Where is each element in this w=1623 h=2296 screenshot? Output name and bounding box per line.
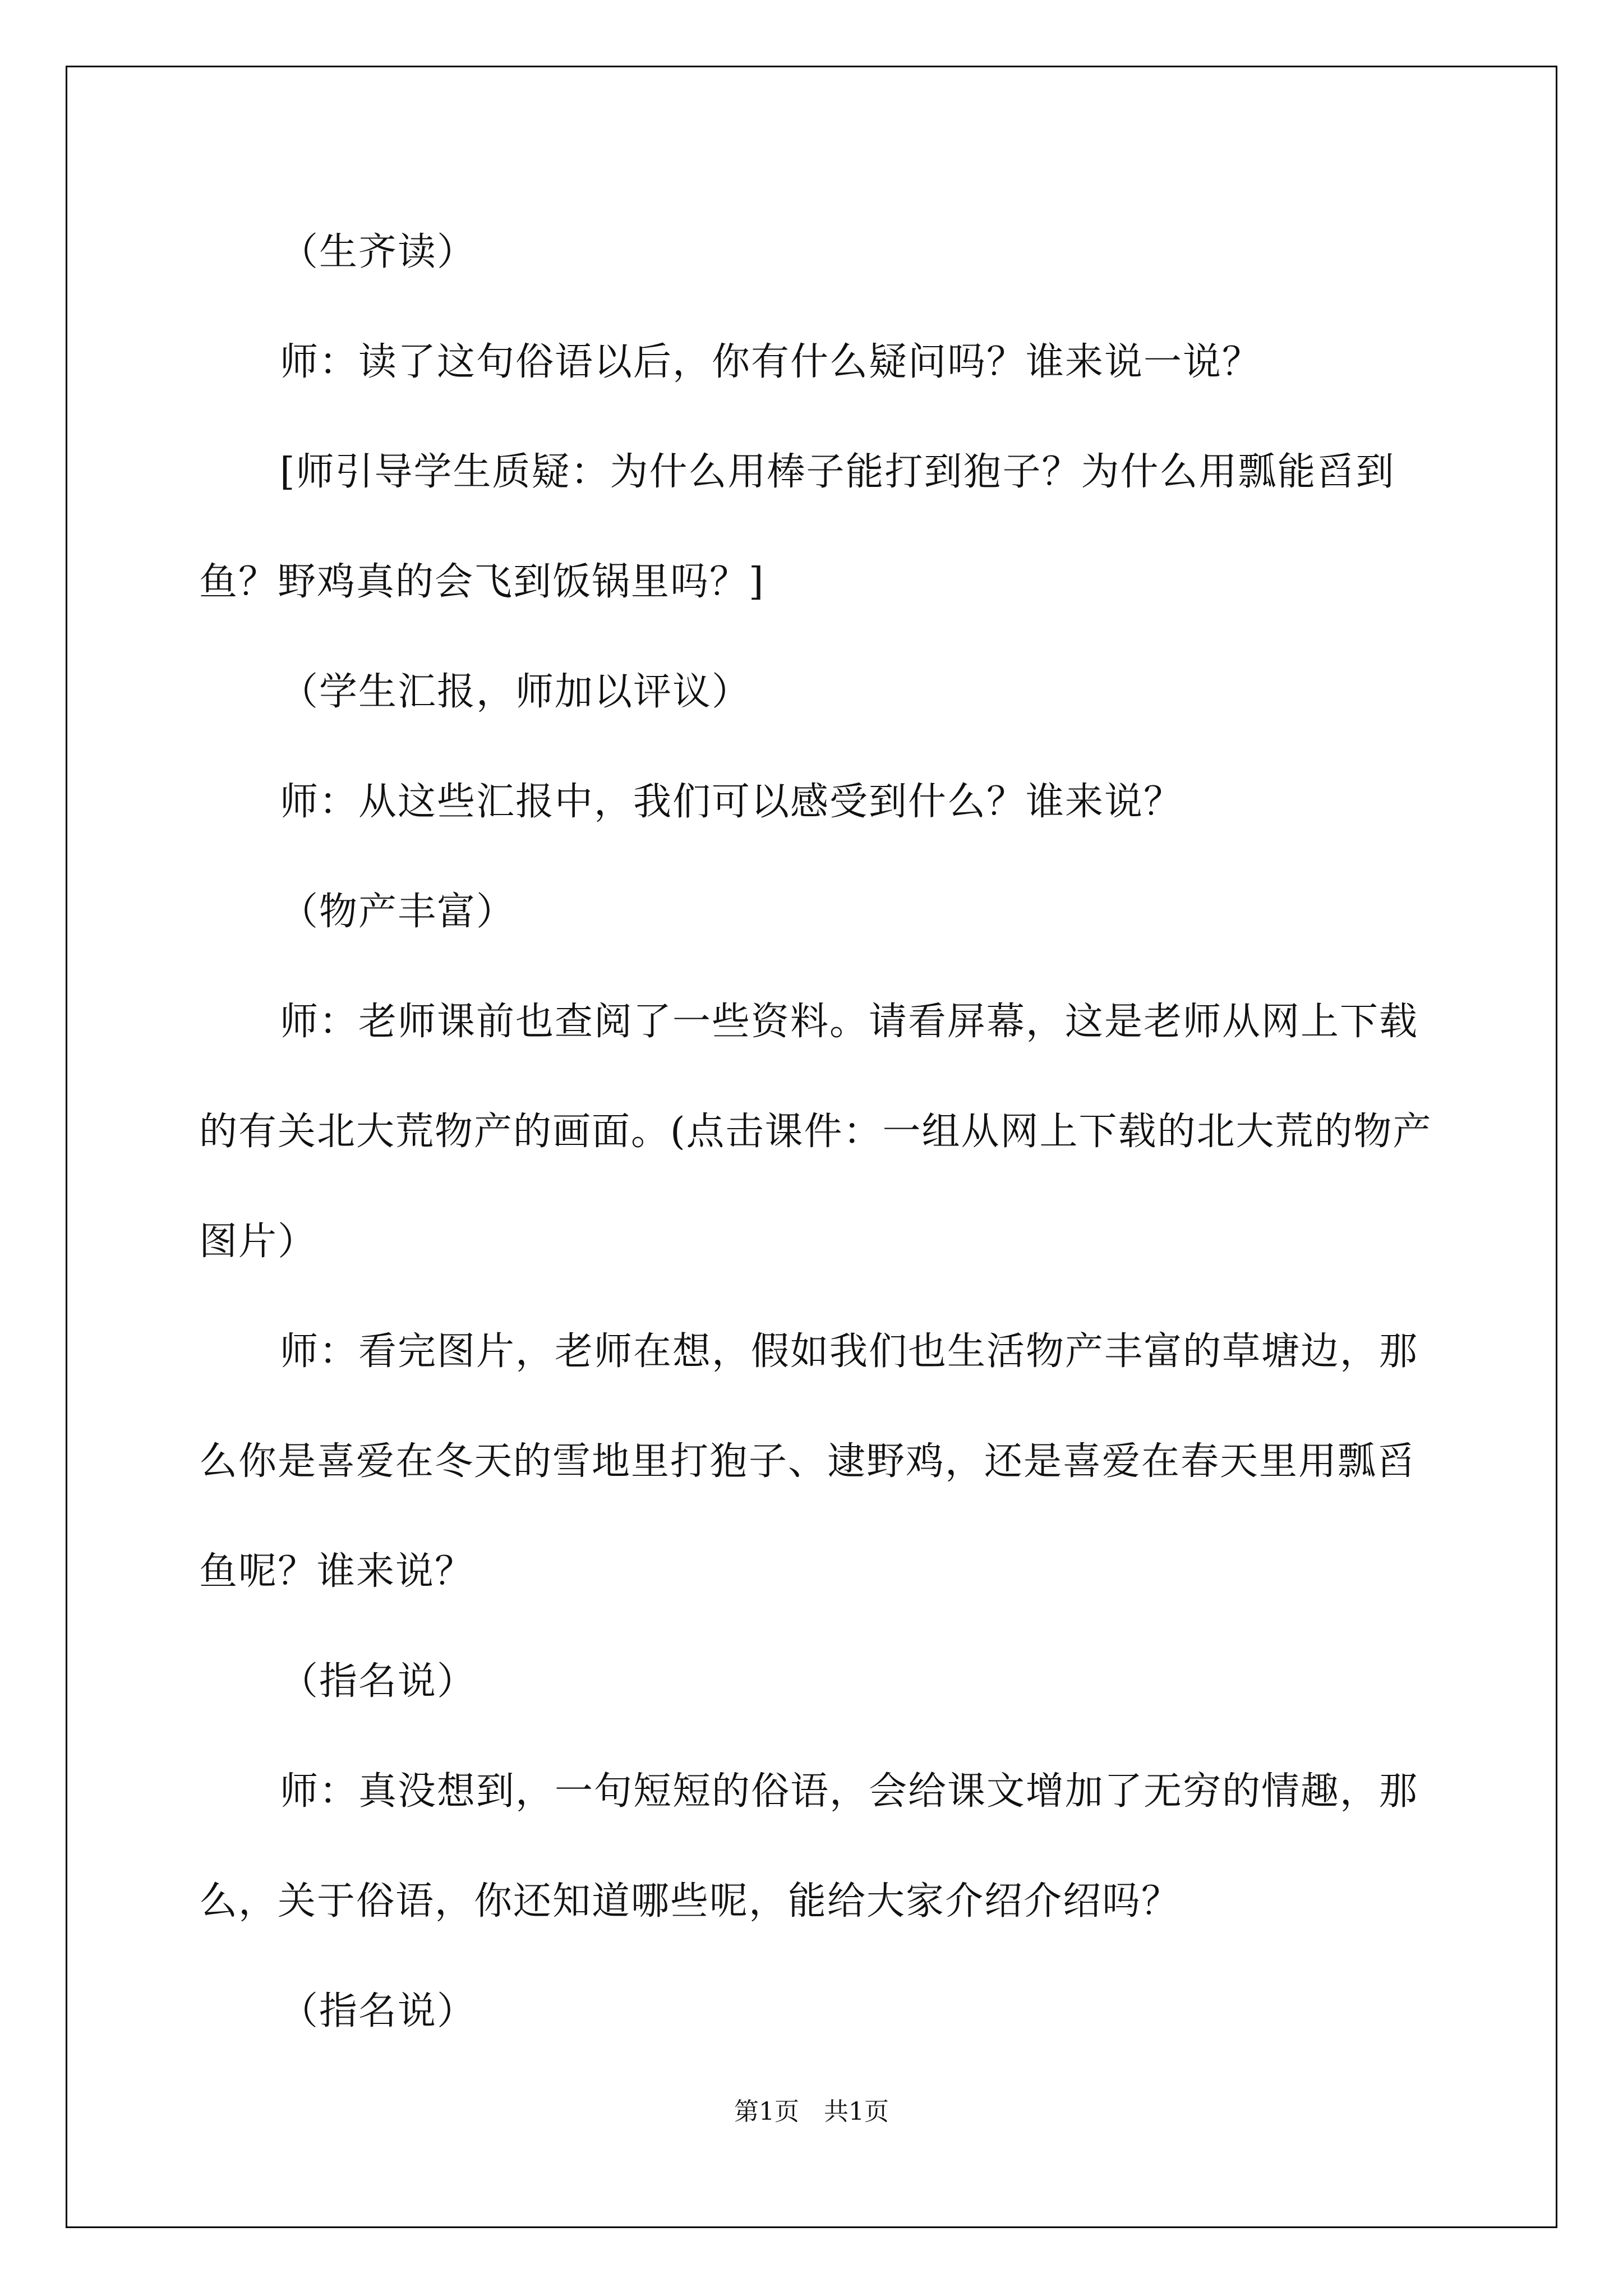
paragraph-7: 师：老师课前也查阅了一些资料。请看屏幕，这是老师从网上下载的有关北大荒物产的画面。(点击课件：一组从网上下载的北大荒的物产图片） bbox=[199, 1000, 1432, 1264]
paragraph-9: （指名说） bbox=[280, 1659, 477, 1704]
paragraph-11: （指名说） bbox=[280, 1989, 477, 2033]
paragraph-6: （物产丰富） bbox=[280, 890, 516, 934]
paragraph-10: 师：真没想到，一句短短的俗语，会给课文增加了无穷的情趣，那么，关于俗语，你还知道哪些呢，能给大家介绍介绍吗？ bbox=[199, 1769, 1419, 1924]
paragraph-4: （学生汇报，师加以评议） bbox=[280, 670, 751, 714]
paragraph-5: 师：从这些汇报中，我们可以感受到什么？谁来说？ bbox=[280, 780, 1183, 824]
paragraph-1: （生齐读） bbox=[280, 230, 477, 274]
page-number-footer: 第1页 共1页 bbox=[734, 2097, 889, 2126]
paragraph-2: 师：读了这句俗语以后，你有什么疑问吗？谁来说一说？ bbox=[280, 340, 1262, 384]
paragraph-3: [师引导学生质疑：为什么用棒子能打到狍子？为什么用瓢能舀到鱼？野鸡真的会飞到饭锅里吗？] bbox=[199, 450, 1395, 604]
paragraph-8: 师：看完图片，老师在想，假如我们也生活物产丰富的草塘边，那么你是喜爱在冬天的雪地里打狍子、逮野鸡，还是喜爱在春天里用瓢舀鱼呢？谁来说？ bbox=[199, 1329, 1419, 1594]
